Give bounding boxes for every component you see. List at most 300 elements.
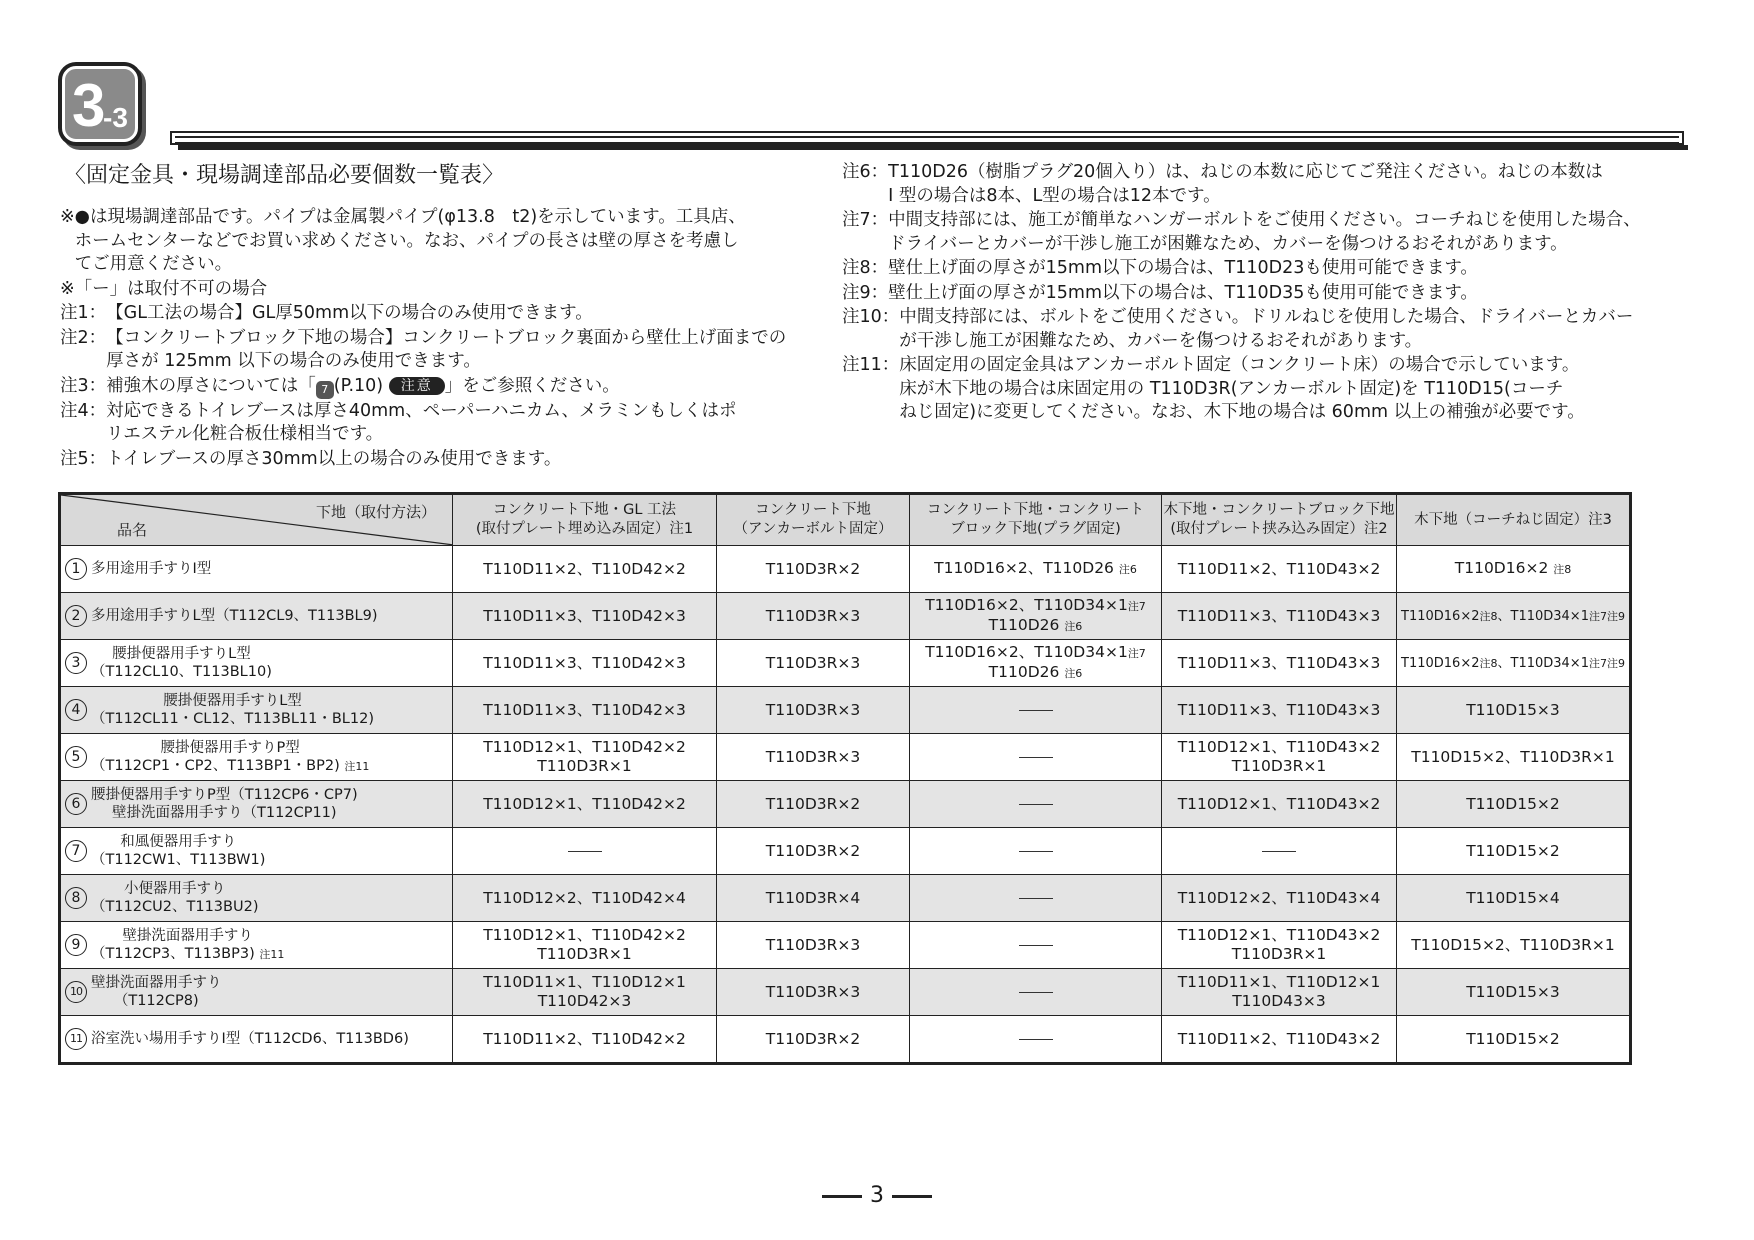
parts-line: T110D15×3: [1466, 982, 1560, 1001]
parts-cell: [453, 828, 717, 875]
product-name-line: [91, 945, 284, 964]
circled-number: 5: [65, 746, 87, 768]
note-line: 壁仕上げ面の厚さが15mm以下の場合は、T110D23も使用可能できます。: [888, 258, 1478, 278]
parts-line: T110D11×3、T110D42×3: [483, 606, 686, 625]
parts-cell: [910, 969, 1162, 1016]
product-name-text: （T112CP1・CP2、T113BP1・BP2): [91, 757, 340, 774]
table-row: [60, 875, 1631, 922]
product-name-text: 腰掛便器用手すりL型: [163, 693, 302, 709]
parts-line: T110D15×4: [1466, 888, 1560, 907]
note-body: [106, 448, 561, 472]
note-body: [75, 206, 746, 277]
parts-text: 、T110D34×1: [1497, 608, 1589, 624]
product-name-line: [91, 880, 258, 898]
note-line: 床が木下地の場合は床固定用の T110D3R(アンカーボルト固定)を T110D15(コーチ: [899, 378, 1564, 399]
parts-line: T110D12×1、T110D42×2: [483, 794, 686, 813]
product-name-text: 多用途用手すりL型（T112CL9、T113BL9): [91, 608, 378, 624]
notes-right: [842, 161, 1702, 425]
parts-cell: [717, 969, 910, 1016]
product-name-text: （T112CP3、T113BP3): [91, 945, 255, 962]
parts-cell: [910, 687, 1162, 734]
parts-line: T110D3R×3: [765, 653, 861, 672]
note-reference: 注6: [1064, 620, 1083, 633]
parts-text: T110D16×2、T110D34×1: [925, 596, 1128, 614]
note-body: [888, 209, 1641, 256]
parts-line: T110D11×1、T110D12×1: [1177, 973, 1381, 991]
parts-cell: [453, 546, 717, 593]
parts-cell: [1397, 922, 1631, 969]
parts-line: [1397, 607, 1629, 626]
section-number: 3: [72, 72, 106, 139]
parts-text: T110D16×2、T110D34×1: [925, 643, 1128, 661]
parts-cell: [717, 1016, 910, 1064]
corner-base-label: 下地（取付方法）: [315, 503, 436, 521]
parts-line: T110D12×1、T110D43×2: [1177, 926, 1381, 944]
product-name-line: [91, 560, 211, 578]
note-line: 中間支持部には、ボルトをご使用ください。ドリルねじを使用した場合、ドライバーとカバー: [899, 307, 1634, 327]
product-name-text: （T112CP8): [113, 993, 199, 1009]
parts-cell: [453, 687, 717, 734]
note-line: 床固定用の固定金具はアンカーボルト固定（コンクリート床）の場合で示しています。: [899, 355, 1580, 375]
parts-cell: [1397, 687, 1631, 734]
parts-line: T110D11×2、T110D43×2: [1177, 1029, 1381, 1048]
product-name-cell: [60, 875, 453, 922]
parts-line: T110D15×2: [1466, 794, 1560, 813]
note-body: [888, 257, 1478, 281]
parts-line: T110D3R×4: [765, 888, 861, 907]
parts-cell: [717, 922, 910, 969]
note-reference: 注8: [1553, 563, 1572, 576]
note-body: [899, 306, 1633, 353]
not-applicable-dash: [1019, 757, 1053, 758]
note-reference: 注6: [1064, 667, 1083, 680]
note-line: が干渉し施工が困難なため、カバーを傷つけるおそれがあります。: [899, 330, 1423, 351]
product-name-line: [91, 1030, 409, 1048]
reference-icon: 7: [316, 381, 334, 399]
parts-line: T110D12×1、T110D42×2: [483, 738, 686, 756]
product-name-line: [91, 804, 358, 822]
note-right-3: [842, 282, 1702, 306]
note-reference: 注6: [1118, 563, 1137, 576]
header-corner: [60, 494, 453, 546]
not-applicable-dash: [1019, 804, 1053, 805]
note-line: ねじ固定)に変更してください。なお、木下地の場合は 60mm 以上の補強が必要です。: [899, 402, 1585, 422]
note-label: 注5：: [60, 448, 107, 469]
parts-line: T110D3R×3: [765, 935, 861, 954]
note-reference: 注7注9: [1588, 656, 1625, 670]
product-name-line: [91, 833, 265, 851]
product-name-line: [91, 757, 369, 776]
note-line: ●は現場調達部品です。パイプは金属製パイプ(φ13.8 t2)を示しています。工具店、: [74, 207, 746, 227]
table-row: [60, 828, 1631, 875]
parts-cell: [717, 828, 910, 875]
parts-cell: [453, 781, 717, 828]
parts-cell: [1162, 1016, 1397, 1064]
product-name-cell: [60, 781, 453, 828]
parts-line: [910, 643, 1161, 663]
column-header-line: コンクリート下地・コンクリート: [927, 502, 1144, 518]
parts-cell: [453, 640, 717, 687]
parts-line: T110D3R×1: [1231, 945, 1327, 963]
note-line: I 型の場合は8本、L型の場合は12本です。: [888, 185, 1221, 206]
parts-cell: [717, 734, 910, 781]
note-left-1: [60, 278, 825, 302]
parts-line: T110D3R×1: [537, 945, 632, 963]
parts-cell: [717, 593, 910, 640]
column-header-line: (取付プレート挟み込み固定）注2: [1170, 521, 1388, 537]
column-header: [1397, 494, 1631, 546]
parts-cell: [717, 687, 910, 734]
note-label: 注4：: [60, 400, 107, 421]
note-reference: 注8: [1479, 656, 1498, 670]
product-name-text: 和風便器用手すり: [120, 834, 237, 850]
circled-number: 4: [65, 699, 87, 721]
product-name-cell: [60, 593, 453, 640]
table-row: [60, 781, 1631, 828]
column-header-line: ブロック下地(プラグ固定): [950, 521, 1121, 537]
product-name-line: [91, 739, 369, 757]
product-name-line: [91, 786, 358, 804]
note-body: [60, 278, 267, 302]
note-label: 注3：: [60, 375, 107, 396]
note-body: [106, 302, 593, 326]
parts-cell: [910, 1016, 1162, 1064]
note-reference: 注11: [344, 759, 370, 773]
parts-line: T110D11×2、T110D43×2: [1177, 559, 1381, 578]
table-header-row: [60, 494, 1631, 546]
parts-cell: [1162, 593, 1397, 640]
parts-cell: [910, 734, 1162, 781]
table-row: [60, 593, 1631, 640]
parts-cell: [453, 922, 717, 969]
parts-text: 、T110D34×1: [1497, 655, 1589, 671]
note-reference: 注11: [259, 947, 285, 961]
not-applicable-dash: [1262, 851, 1296, 852]
parts-line: T110D3R×1: [1231, 757, 1327, 775]
product-name-cell: [60, 1016, 453, 1064]
note-body: [888, 161, 1603, 208]
parts-cell: [1162, 828, 1397, 875]
product-name-text: （T112CL10、T113BL10): [91, 664, 272, 680]
note-body: [888, 282, 1478, 306]
not-applicable-dash: [568, 851, 602, 852]
parts-cell: [717, 546, 910, 593]
note-line: てご用意ください。: [74, 254, 233, 274]
note-line: 壁仕上げ面の厚さが15mm以下の場合は、T110D35も使用可能できます。: [888, 282, 1478, 303]
product-name-line: [91, 645, 272, 663]
circled-number: 7: [65, 840, 87, 862]
circled-number: 6: [65, 793, 87, 815]
parts-cell: [1397, 734, 1631, 781]
column-header: [910, 494, 1162, 546]
parts-line: T110D11×3、T110D43×3: [1177, 606, 1381, 625]
parts-cell: [910, 640, 1162, 687]
not-applicable-dash: [1019, 945, 1053, 946]
note-text: 」をご参照ください。: [444, 375, 620, 396]
parts-line: T110D11×3、T110D43×3: [1177, 700, 1381, 719]
product-name-text: （T112CW1、T113BW1): [91, 852, 266, 868]
note-reference: 注7: [1127, 647, 1146, 660]
parts-text: T110D16×2、T110D26: [934, 559, 1119, 577]
note-label: 注10：: [842, 307, 900, 327]
column-header-line: 木下地・コンクリートブロック下地: [1163, 502, 1395, 518]
parts-line: T110D15×2、T110D3R×1: [1411, 747, 1615, 766]
parts-cell: [453, 875, 717, 922]
parts-line: [910, 663, 1161, 683]
product-name-text: 壁掛洗面器用手すり: [91, 975, 222, 991]
parts-line: T110D3R×2: [765, 1029, 861, 1048]
not-applicable-dash: [1019, 851, 1053, 852]
parts-line: T110D11×3、T110D42×3: [483, 700, 686, 719]
parts-line: T110D15×2、T110D3R×1: [1411, 935, 1615, 954]
section-badge: [58, 62, 142, 146]
note-line: リエステル化粧合板仕様相当です。: [106, 424, 384, 444]
parts-cell: [717, 640, 910, 687]
parts-cell: [1162, 922, 1397, 969]
parts-cell: [1397, 546, 1631, 593]
parts-cell: [1397, 781, 1631, 828]
product-name-line: [91, 927, 284, 945]
circled-number: 2: [65, 605, 87, 627]
parts-line: [910, 559, 1161, 579]
not-applicable-dash: [1019, 992, 1053, 993]
product-name-text: 腰掛便器用手すりP型（T112CP6・CP7): [91, 787, 358, 803]
column-header-line: コンクリート下地: [755, 502, 871, 518]
note-line: 中間支持部には、施工が簡単なハンガーボルトをご使用ください。コーチねじを使用した場合、: [888, 210, 1641, 230]
page-reference: (P.10): [333, 375, 384, 396]
parts-text: T110D16×2: [1401, 608, 1480, 624]
note-body: [106, 327, 786, 374]
caution-badge: 注意: [389, 377, 445, 395]
parts-cell: [1162, 687, 1397, 734]
not-applicable-dash: [1019, 1039, 1053, 1040]
parts-line: T110D15×3: [1466, 700, 1560, 719]
note-body: [899, 354, 1584, 425]
table-row: [60, 922, 1631, 969]
product-name-cell: [60, 640, 453, 687]
page-number: [0, 1182, 1754, 1210]
product-name-line: [91, 992, 222, 1010]
parts-cell: [1162, 875, 1397, 922]
note-label: 注9：: [842, 282, 889, 303]
parts-line: T110D43×3: [1232, 992, 1326, 1010]
parts-line: [910, 616, 1161, 636]
column-header-line: （アンカーボルト固定）: [733, 521, 893, 537]
product-name-text: （T112CL11・CL12、T113BL11・BL12): [91, 711, 374, 727]
parts-line: T110D12×1、T110D43×2: [1177, 794, 1381, 813]
note-left-4: [60, 400, 825, 447]
product-name-text: 小便器用手すり: [123, 881, 226, 897]
product-name-line: [91, 851, 265, 869]
parts-line: T110D42×3: [537, 992, 632, 1010]
parts-line: T110D3R×3: [765, 747, 861, 766]
product-name-text: 多用途用手すりI型: [91, 561, 212, 577]
parts-line: T110D3R×3: [765, 606, 861, 625]
product-name-line: [91, 974, 222, 992]
parts-line: T110D11×3、T110D43×3: [1177, 653, 1381, 672]
parts-line: [1397, 654, 1629, 673]
note-label: 注11：: [842, 355, 900, 375]
product-name-text: 壁掛洗面器用手すり（T112CP11): [112, 805, 337, 821]
parts-line: [910, 596, 1161, 616]
page-number-dash-left: [822, 1195, 862, 1198]
note-label: 注8：: [842, 258, 889, 278]
parts-table: [58, 492, 1632, 1065]
product-name-cell: [60, 922, 453, 969]
note-right-0: [842, 161, 1702, 208]
circled-number: 10: [65, 981, 87, 1003]
parts-line: T110D3R×2: [765, 841, 861, 860]
table-row: [60, 640, 1631, 687]
parts-cell: [1397, 828, 1631, 875]
parts-cell: [910, 875, 1162, 922]
note-line: ドライバーとカバーが干渉し施工が困難なため、カバーを傷つけるおそれがあります。: [888, 233, 1568, 254]
note-right-4: [842, 306, 1702, 353]
note-line: 【コンクリートブロック下地の場合】コンクリートブロック裏面から壁仕上げ面までの: [106, 327, 787, 348]
parts-cell: [1162, 640, 1397, 687]
note-label: 注2：: [60, 327, 107, 348]
not-applicable-dash: [1019, 898, 1053, 899]
parts-line: T110D3R×1: [537, 757, 632, 775]
note-right-2: [842, 257, 1702, 281]
parts-cell: [910, 593, 1162, 640]
note-left-5: [60, 448, 825, 472]
parts-line: T110D3R×2: [765, 559, 861, 578]
table-row: [60, 969, 1631, 1016]
parts-line: T110D3R×3: [765, 700, 861, 719]
parts-cell: [910, 922, 1162, 969]
note-reference: 注8: [1479, 609, 1498, 623]
section-sub-number: -3: [103, 102, 128, 133]
table-row: [60, 687, 1631, 734]
note-body: [106, 400, 736, 447]
note-right-5: [842, 354, 1702, 425]
circled-number: 11: [65, 1028, 87, 1050]
product-name-cell: [60, 734, 453, 781]
header-rule: [170, 131, 1684, 145]
parts-line: T110D12×1、T110D42×2: [483, 926, 686, 944]
product-name-line: [91, 663, 272, 681]
parts-cell: [453, 1016, 717, 1064]
parts-text: T110D16×2: [1454, 559, 1554, 577]
parts-cell: [1397, 1016, 1631, 1064]
parts-cell: [1397, 640, 1631, 687]
product-name-text: 壁掛洗面器用手すり: [122, 927, 253, 944]
corner-name-label: 品名: [117, 521, 148, 539]
parts-cell: [1397, 969, 1631, 1016]
not-applicable-dash: [1019, 710, 1053, 711]
parts-line: T110D15×2: [1466, 841, 1560, 860]
product-name-line: [91, 898, 258, 916]
note-line: ※「ー」は取付不可の場合: [60, 278, 268, 299]
parts-cell: [453, 593, 717, 640]
parts-cell: [910, 546, 1162, 593]
parts-cell: [717, 875, 910, 922]
parts-cell: [1162, 781, 1397, 828]
note-label: 注7：: [842, 210, 889, 230]
parts-cell: [453, 734, 717, 781]
note-left-3: [60, 327, 825, 374]
parts-cell: [1162, 969, 1397, 1016]
note-label: 注1：: [60, 303, 107, 323]
table-row: [60, 546, 1631, 593]
note-line: 【GL工法の場合】GL厚50mm以下の場合のみ使用できます。: [106, 303, 593, 323]
column-header: [453, 494, 717, 546]
notes-left: [60, 206, 825, 471]
parts-line: T110D3R×2: [765, 794, 861, 813]
product-name-line: [91, 607, 377, 625]
column-header: [717, 494, 910, 546]
circled-number: 1: [65, 558, 87, 580]
parts-line: T110D12×1、T110D43×2: [1177, 738, 1381, 756]
table-row: [60, 1016, 1631, 1064]
product-name-text: 腰掛便器用手すりL型: [112, 646, 251, 662]
circled-number: 8: [65, 887, 87, 909]
column-header-line: コンクリート下地・GL 工法: [492, 502, 677, 518]
parts-cell: [1162, 734, 1397, 781]
note-line: トイレブースの厚さ30mm以上の場合のみ使用できます。: [106, 448, 562, 469]
parts-line: T110D12×2、T110D43×4: [1177, 888, 1381, 907]
note-line: T110D26（樹脂プラグ20個入り）は、ねじの本数に応じてご発注ください。ねじの本数は: [888, 162, 1603, 182]
product-name-cell: [60, 687, 453, 734]
circled-number: 3: [65, 652, 87, 674]
column-header-line: 木下地（コーチねじ固定）注3: [1414, 511, 1612, 528]
page-heading: 〈固定金具・現場調達部品必要個数一覧表〉: [64, 163, 505, 188]
note-line: ホームセンターなどでお買い求めください。なお、パイプの長さは壁の厚さを考慮し: [74, 230, 739, 251]
parts-line: T110D11×2、T110D42×2: [483, 559, 686, 578]
parts-cell: [1162, 546, 1397, 593]
product-name-line: [91, 692, 374, 710]
note-line: 厚さが 125mm 以下の場合のみ使用できます。: [106, 351, 481, 371]
note-right-1: [842, 209, 1702, 256]
parts-line: T110D11×3、T110D42×3: [483, 653, 686, 672]
page-number-dash-right: [892, 1195, 932, 1198]
parts-line: T110D12×2、T110D42×4: [483, 888, 686, 907]
note-left-0: [60, 206, 825, 277]
parts-line: T110D11×2、T110D42×2: [483, 1029, 686, 1048]
note-body: [106, 375, 620, 399]
parts-cell: [910, 828, 1162, 875]
note-3: [60, 375, 825, 399]
product-name-line: [91, 710, 374, 728]
product-name-cell: [60, 828, 453, 875]
product-name-cell: [60, 546, 453, 593]
circled-number: 9: [65, 934, 87, 956]
parts-text: T110D26: [988, 616, 1065, 634]
product-name-cell: [60, 969, 453, 1016]
product-name-text: 腰掛便器用手すりP型: [160, 739, 300, 756]
parts-line: T110D15×2: [1466, 1029, 1560, 1048]
note-reference: 注7: [1127, 600, 1146, 613]
parts-text: T110D16×2: [1401, 655, 1480, 671]
table-row: [60, 734, 1631, 781]
note-line: 対応できるトイレブースは厚さ40mm、ペーパーハニカム、メラミンもしくはポ: [106, 400, 737, 421]
parts-cell: [717, 781, 910, 828]
note-text: 補強木の厚さについては「: [106, 375, 316, 396]
parts-cell: [1397, 593, 1631, 640]
product-name-text: （T112CU2、T113BU2): [91, 899, 259, 915]
column-header-line: (取付プレート埋め込み固定）注1: [475, 521, 694, 537]
note-left-2: [60, 302, 825, 326]
note-label: ※: [60, 207, 75, 227]
parts-cell: [453, 969, 717, 1016]
parts-line: [1397, 559, 1629, 579]
parts-cell: [1397, 875, 1631, 922]
note-reference: 注7注9: [1588, 609, 1625, 623]
parts-text: T110D26: [988, 663, 1065, 681]
column-header: [1162, 494, 1397, 546]
page-number-value: 3: [870, 1183, 884, 1208]
